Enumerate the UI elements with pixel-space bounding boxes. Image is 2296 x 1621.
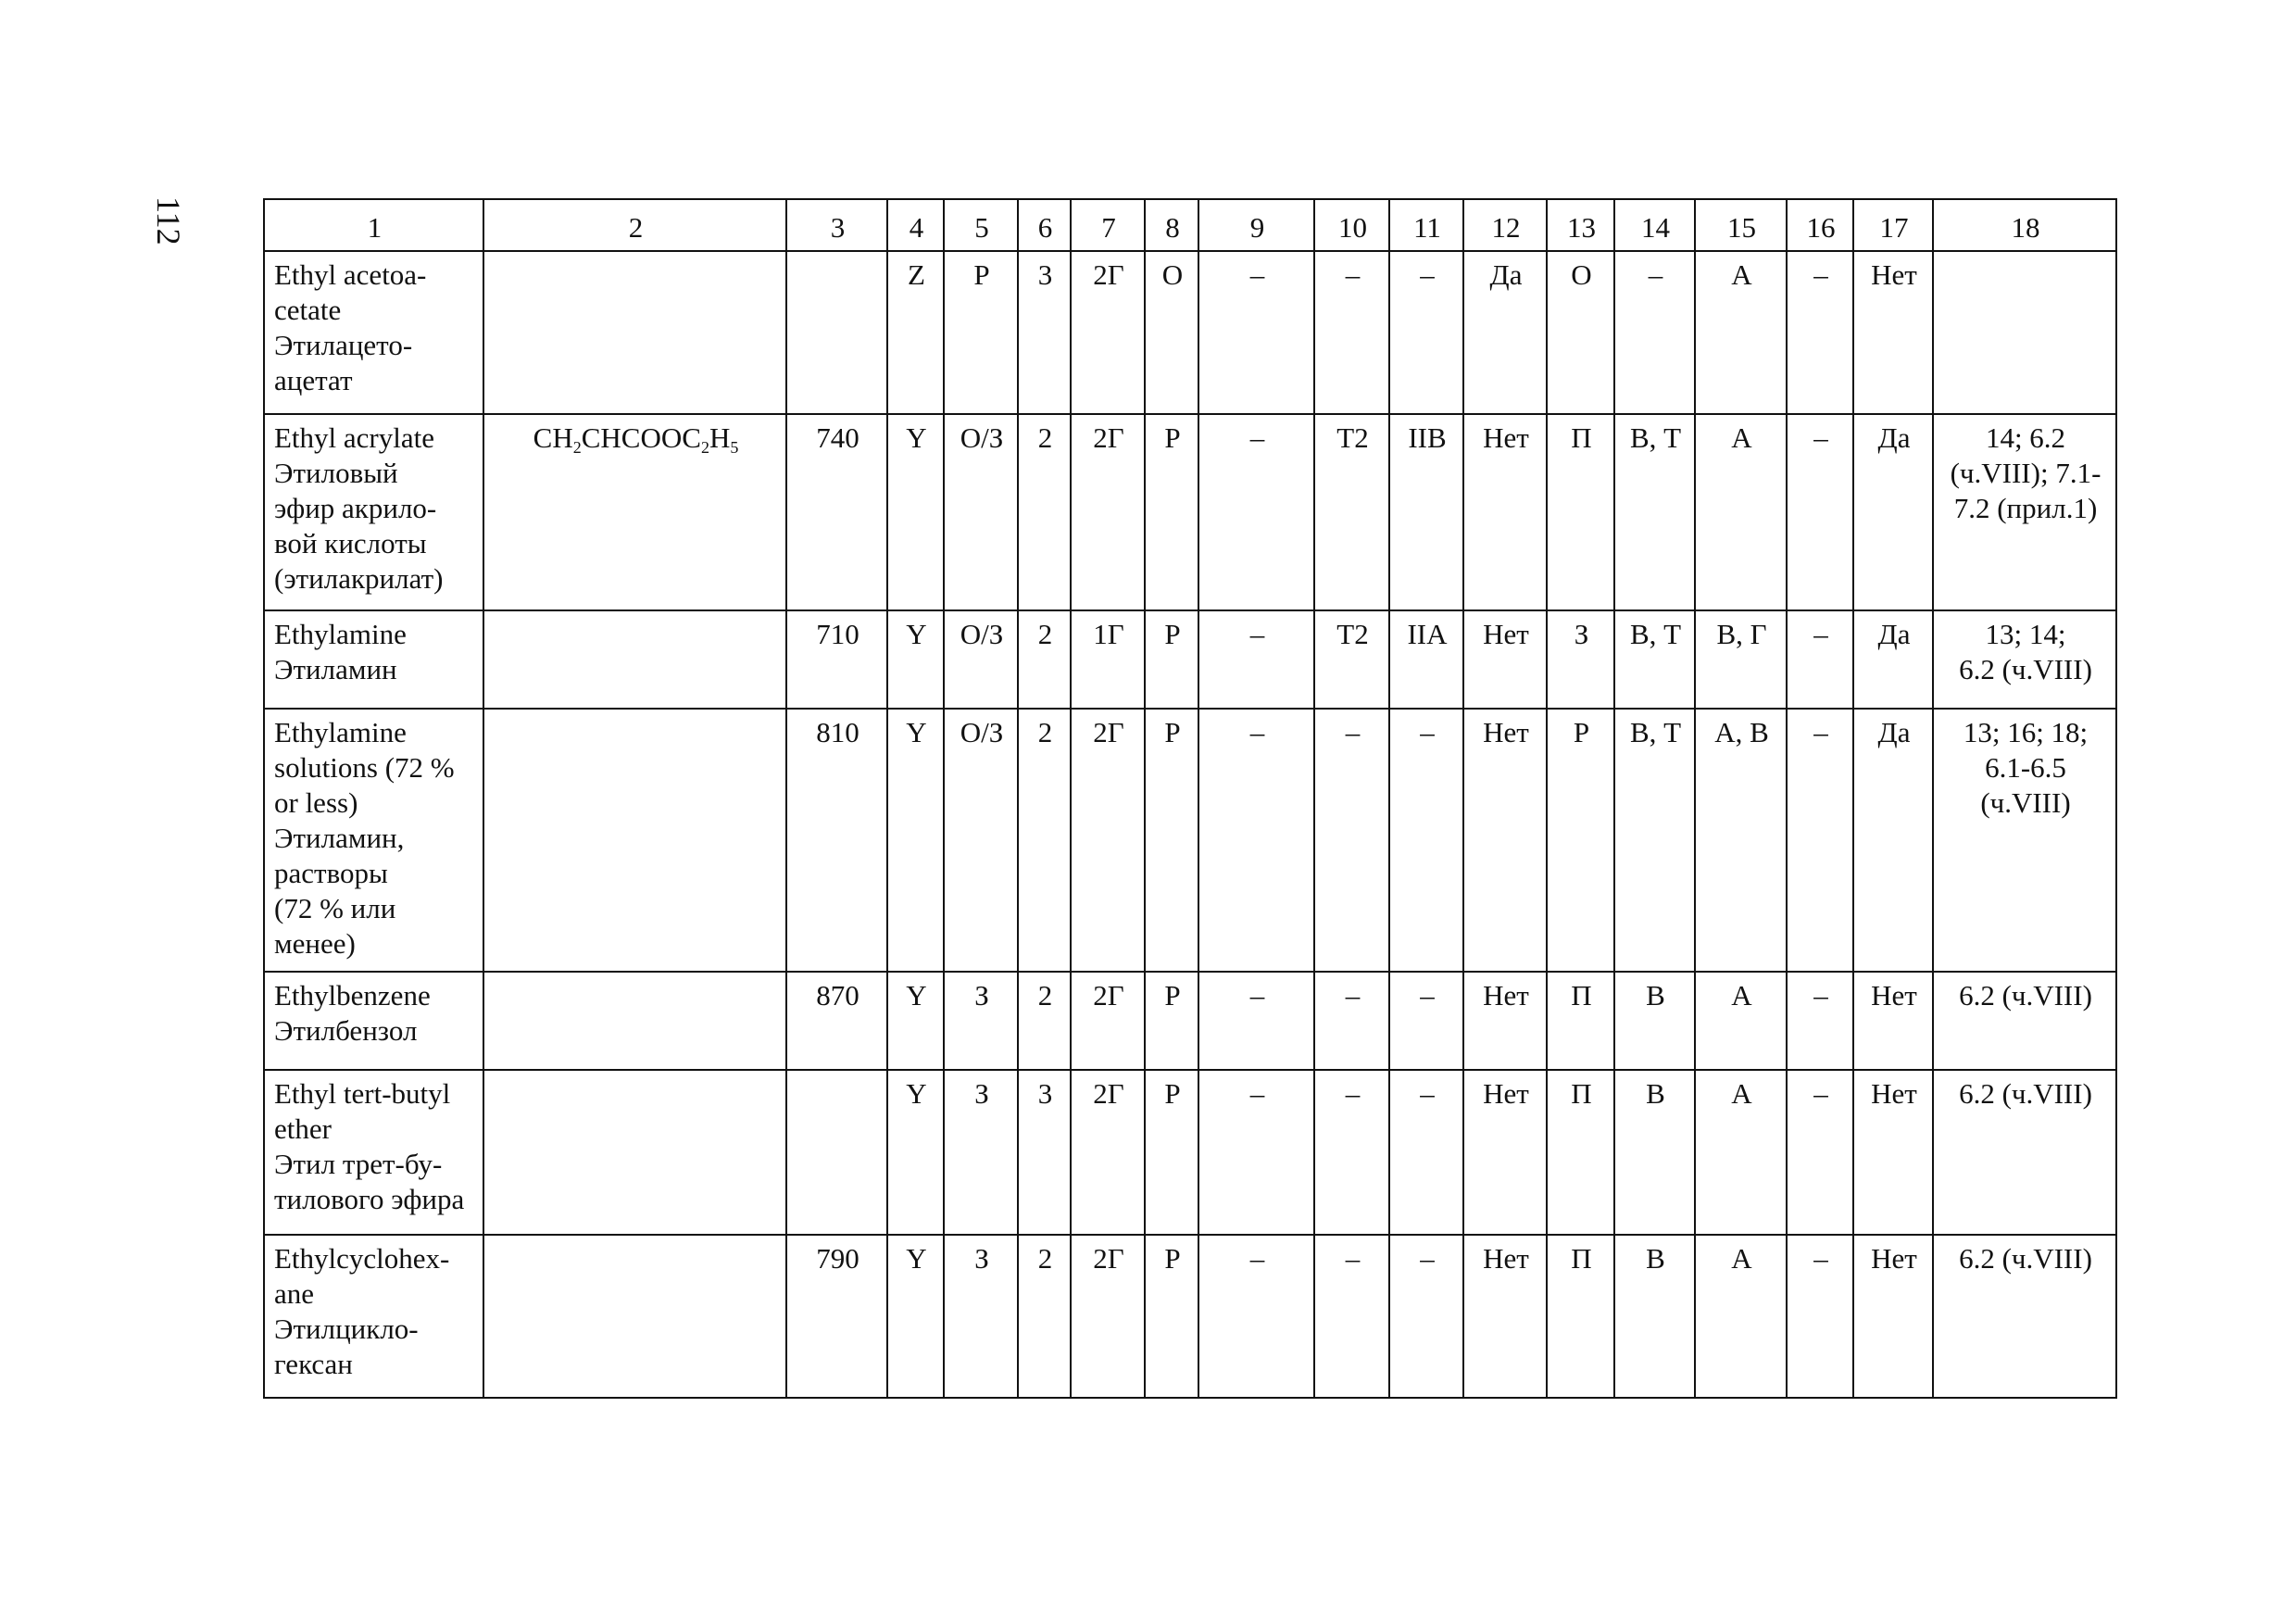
- cell-col-5: О/З: [944, 709, 1018, 972]
- column-header-12: 12: [1463, 199, 1547, 251]
- cell-col-16: –: [1787, 972, 1853, 1070]
- cell-col-5: О/З: [944, 414, 1018, 610]
- cell-notes: [1933, 1070, 2116, 1235]
- column-header-1: 1: [264, 199, 483, 251]
- cell-col-12: Нет: [1463, 414, 1547, 610]
- cell-col-8: Р: [1145, 709, 1198, 972]
- cell-col-7: 2Г: [1071, 414, 1145, 610]
- cell-col-3: 790: [786, 1235, 887, 1398]
- cell-substance-name: [264, 1235, 483, 1398]
- substance-name-line: Ethylamine: [274, 716, 407, 748]
- cell-notes: [1933, 972, 2116, 1070]
- cell-col-10: –: [1314, 1070, 1389, 1235]
- substance-name-line: Ethylcyclohex-: [274, 1242, 450, 1275]
- notes-line: 6.2 (ч.VIII): [1959, 979, 2092, 1012]
- column-header-9: 9: [1198, 199, 1314, 251]
- cell-col-17: Да: [1853, 709, 1933, 972]
- notes-line: 6.2 (ч.VIII): [1959, 653, 2092, 685]
- substance-name-line: (72 % или: [274, 892, 396, 924]
- substance-name-line: Ethylbenzene: [274, 979, 431, 1012]
- cell-notes: [1933, 610, 2116, 709]
- cell-col-3: 710: [786, 610, 887, 709]
- column-header-15: 15: [1695, 199, 1787, 251]
- chemical-formula: [533, 421, 739, 457]
- substance-name-line: ane: [274, 1277, 315, 1310]
- cell-substance-name: [264, 414, 483, 610]
- cell-col-4: Y: [887, 1235, 944, 1398]
- substance-name-line: вой кислоты: [274, 527, 427, 559]
- cell-col-10: Т2: [1314, 414, 1389, 610]
- cell-col-15: А, В: [1695, 709, 1787, 972]
- cell-col-9: –: [1198, 1070, 1314, 1235]
- formula-part: CHCOOC: [581, 421, 701, 454]
- cell-col-17: Нет: [1853, 972, 1933, 1070]
- formula-part: CH: [533, 421, 573, 454]
- table-row: [264, 709, 2116, 972]
- cell-col-10: Т2: [1314, 610, 1389, 709]
- substance-name-line: Этилцикло-: [274, 1313, 419, 1345]
- cell-formula: [483, 251, 786, 414]
- substance-name-line: Этиловый: [274, 457, 398, 489]
- cell-col-6: 3: [1018, 1070, 1071, 1235]
- notes-line: 13; 16; 18;: [1963, 716, 2089, 748]
- column-header-6: 6: [1018, 199, 1071, 251]
- column-header-14: 14: [1614, 199, 1695, 251]
- cell-col-8: Р: [1145, 1235, 1198, 1398]
- cell-col-13: О: [1547, 251, 1614, 414]
- cell-col-4: Y: [887, 610, 944, 709]
- column-header-17: 17: [1853, 199, 1933, 251]
- cell-col-12: Нет: [1463, 1235, 1547, 1398]
- cell-col-9: –: [1198, 1235, 1314, 1398]
- cell-col-6: 2: [1018, 972, 1071, 1070]
- cell-col-15: А: [1695, 251, 1787, 414]
- cell-col-8: О: [1145, 251, 1198, 414]
- notes-line: 13; 14;: [1985, 618, 2066, 650]
- cell-col-14: В: [1614, 972, 1695, 1070]
- cell-col-12: Нет: [1463, 709, 1547, 972]
- notes-line: 14; 6.2: [1985, 421, 2066, 454]
- cell-formula: [483, 972, 786, 1070]
- cell-col-9: –: [1198, 709, 1314, 972]
- formula-part: H: [709, 421, 731, 454]
- cell-col-8: Р: [1145, 1070, 1198, 1235]
- substance-name-line: эфир акрило-: [274, 492, 437, 524]
- substance-name-line: ether: [274, 1112, 332, 1145]
- cell-col-9: –: [1198, 610, 1314, 709]
- cell-col-4: Y: [887, 1070, 944, 1235]
- cell-col-17: Да: [1853, 414, 1933, 610]
- cell-col-12: Нет: [1463, 972, 1547, 1070]
- cell-col-5: З: [944, 1235, 1018, 1398]
- substance-name-line: Ethyl acetoa-: [274, 258, 427, 291]
- cell-col-8: Р: [1145, 610, 1198, 709]
- column-header-4: 4: [887, 199, 944, 251]
- substance-name-line: Этиламин: [274, 653, 397, 685]
- page-number-text: 112: [150, 196, 187, 245]
- cell-col-8: Р: [1145, 972, 1198, 1070]
- cell-col-16: –: [1787, 610, 1853, 709]
- column-header-16: 16: [1787, 199, 1853, 251]
- cell-col-12: Нет: [1463, 610, 1547, 709]
- cell-col-5: З: [944, 1070, 1018, 1235]
- substance-name-line: Ethyl tert-butyl: [274, 1077, 451, 1110]
- cell-col-15: А: [1695, 1070, 1787, 1235]
- cell-col-13: П: [1547, 972, 1614, 1070]
- cell-col-14: В: [1614, 1235, 1695, 1398]
- cell-col-15: А: [1695, 414, 1787, 610]
- column-header-11: 11: [1389, 199, 1463, 251]
- cell-formula: [483, 414, 786, 610]
- cell-col-4: Y: [887, 709, 944, 972]
- cell-col-3: 810: [786, 709, 887, 972]
- cell-col-3: 870: [786, 972, 887, 1070]
- cell-col-5: Р: [944, 251, 1018, 414]
- substance-name-line: Ethyl acrylate: [274, 421, 434, 454]
- cell-col-17: Нет: [1853, 1235, 1933, 1398]
- cell-col-7: 2Г: [1071, 1235, 1145, 1398]
- cell-col-14: В, Т: [1614, 709, 1695, 972]
- cell-col-8: Р: [1145, 414, 1198, 610]
- cell-substance-name: [264, 251, 483, 414]
- cell-col-4: Y: [887, 972, 944, 1070]
- cell-col-14: –: [1614, 251, 1695, 414]
- substance-name-line: ацетат: [274, 364, 353, 396]
- cell-formula: [483, 610, 786, 709]
- substance-name-line: Этиламин,: [274, 822, 405, 854]
- substance-name-line: Этил трет-бу-: [274, 1148, 443, 1180]
- cell-substance-name: [264, 972, 483, 1070]
- cell-col-13: П: [1547, 414, 1614, 610]
- cell-col-11: –: [1389, 972, 1463, 1070]
- table-row: [264, 1235, 2116, 1398]
- cell-col-6: 2: [1018, 1235, 1071, 1398]
- substance-name-line: (этилакрилат): [274, 562, 444, 595]
- substance-name-line: or less): [274, 786, 358, 819]
- cell-col-11: –: [1389, 251, 1463, 414]
- cell-col-14: В, Т: [1614, 414, 1695, 610]
- cell-formula: [483, 1235, 786, 1398]
- cell-col-11: IIA: [1389, 610, 1463, 709]
- column-header-7: 7: [1071, 199, 1145, 251]
- notes-line: (ч.VIII); 7.1-: [1950, 457, 2102, 489]
- cell-col-10: –: [1314, 1235, 1389, 1398]
- cell-substance-name: [264, 610, 483, 709]
- header-row: [264, 199, 2116, 251]
- substance-name-line: solutions (72 %: [274, 751, 455, 784]
- cell-col-7: 2Г: [1071, 709, 1145, 972]
- cell-formula: [483, 1070, 786, 1235]
- table-body: [264, 199, 2116, 1398]
- cell-col-14: В, Т: [1614, 610, 1695, 709]
- notes-line: 6.1-6.5: [1985, 751, 2066, 784]
- notes-line: 6.2 (ч.VIII): [1959, 1242, 2092, 1275]
- substance-name-line: менее): [274, 927, 356, 960]
- cell-col-16: –: [1787, 251, 1853, 414]
- cell-col-16: –: [1787, 1070, 1853, 1235]
- cell-notes: [1933, 414, 2116, 610]
- table-row: [264, 972, 2116, 1070]
- table-row: [264, 251, 2116, 414]
- cell-col-7: 1Г: [1071, 610, 1145, 709]
- cell-col-4: Z: [887, 251, 944, 414]
- cell-col-9: –: [1198, 414, 1314, 610]
- cell-col-7: 2Г: [1071, 972, 1145, 1070]
- substance-name-line: Ethylamine: [274, 618, 407, 650]
- cell-col-7: 2Г: [1071, 251, 1145, 414]
- cell-col-3: [786, 251, 887, 414]
- formula-subscript: 5: [730, 438, 739, 457]
- cell-col-10: –: [1314, 709, 1389, 972]
- substance-name-line: гексан: [274, 1348, 353, 1380]
- page-number: [152, 196, 185, 245]
- cell-col-9: –: [1198, 251, 1314, 414]
- substance-name-line: тилового эфира: [274, 1183, 465, 1215]
- cell-notes: [1933, 251, 2116, 414]
- cell-col-12: Да: [1463, 251, 1547, 414]
- column-header-18: 18: [1933, 199, 2116, 251]
- cell-notes: [1933, 1235, 2116, 1398]
- table-row: [264, 1070, 2116, 1235]
- cell-col-15: В, Г: [1695, 610, 1787, 709]
- column-header-3: 3: [786, 199, 887, 251]
- formula-subscript: 2: [572, 438, 582, 457]
- cell-col-16: –: [1787, 1235, 1853, 1398]
- cell-col-5: З: [944, 972, 1018, 1070]
- cell-col-14: В: [1614, 1070, 1695, 1235]
- cell-col-17: Нет: [1853, 251, 1933, 414]
- notes-line: 7.2 (прил.1): [1953, 492, 2098, 524]
- cell-col-13: П: [1547, 1070, 1614, 1235]
- cell-col-6: 2: [1018, 414, 1071, 610]
- cell-col-11: –: [1389, 1070, 1463, 1235]
- formula-subscript: 2: [700, 438, 709, 457]
- cell-col-5: О/З: [944, 610, 1018, 709]
- cell-col-6: 3: [1018, 251, 1071, 414]
- column-header-2: 2: [483, 199, 786, 251]
- substance-name-line: Этилбензол: [274, 1014, 418, 1047]
- cell-col-11: –: [1389, 709, 1463, 972]
- cell-col-3: [786, 1070, 887, 1235]
- table-row: [264, 610, 2116, 709]
- substances-table: [263, 198, 2117, 1399]
- cell-col-11: –: [1389, 1235, 1463, 1398]
- cell-col-17: Нет: [1853, 1070, 1933, 1235]
- cell-substance-name: [264, 709, 483, 972]
- column-header-5: 5: [944, 199, 1018, 251]
- cell-col-3: 740: [786, 414, 887, 610]
- cell-col-17: Да: [1853, 610, 1933, 709]
- substance-name-line: cetate: [274, 294, 342, 326]
- table-row: [264, 414, 2116, 610]
- notes-line: (ч.VIII): [1980, 786, 2071, 819]
- cell-col-9: –: [1198, 972, 1314, 1070]
- cell-col-10: –: [1314, 251, 1389, 414]
- substance-name-line: Этилацето-: [274, 329, 413, 361]
- column-header-8: 8: [1145, 199, 1198, 251]
- cell-col-16: –: [1787, 414, 1853, 610]
- cell-col-6: 2: [1018, 610, 1071, 709]
- cell-substance-name: [264, 1070, 483, 1235]
- substance-name-line: растворы: [274, 857, 388, 889]
- cell-col-6: 2: [1018, 709, 1071, 972]
- cell-col-7: 2Г: [1071, 1070, 1145, 1235]
- column-header-10: 10: [1314, 199, 1389, 251]
- column-header-13: 13: [1547, 199, 1614, 251]
- cell-col-13: Р: [1547, 709, 1614, 972]
- cell-col-15: А: [1695, 972, 1787, 1070]
- cell-col-11: IIB: [1389, 414, 1463, 610]
- cell-notes: [1933, 709, 2116, 972]
- cell-col-16: –: [1787, 709, 1853, 972]
- cell-col-13: З: [1547, 610, 1614, 709]
- notes-line: 6.2 (ч.VIII): [1959, 1077, 2092, 1110]
- cell-col-12: Нет: [1463, 1070, 1547, 1235]
- cell-formula: [483, 709, 786, 972]
- cell-col-10: –: [1314, 972, 1389, 1070]
- cell-col-4: Y: [887, 414, 944, 610]
- cell-col-13: П: [1547, 1235, 1614, 1398]
- cell-col-15: А: [1695, 1235, 1787, 1398]
